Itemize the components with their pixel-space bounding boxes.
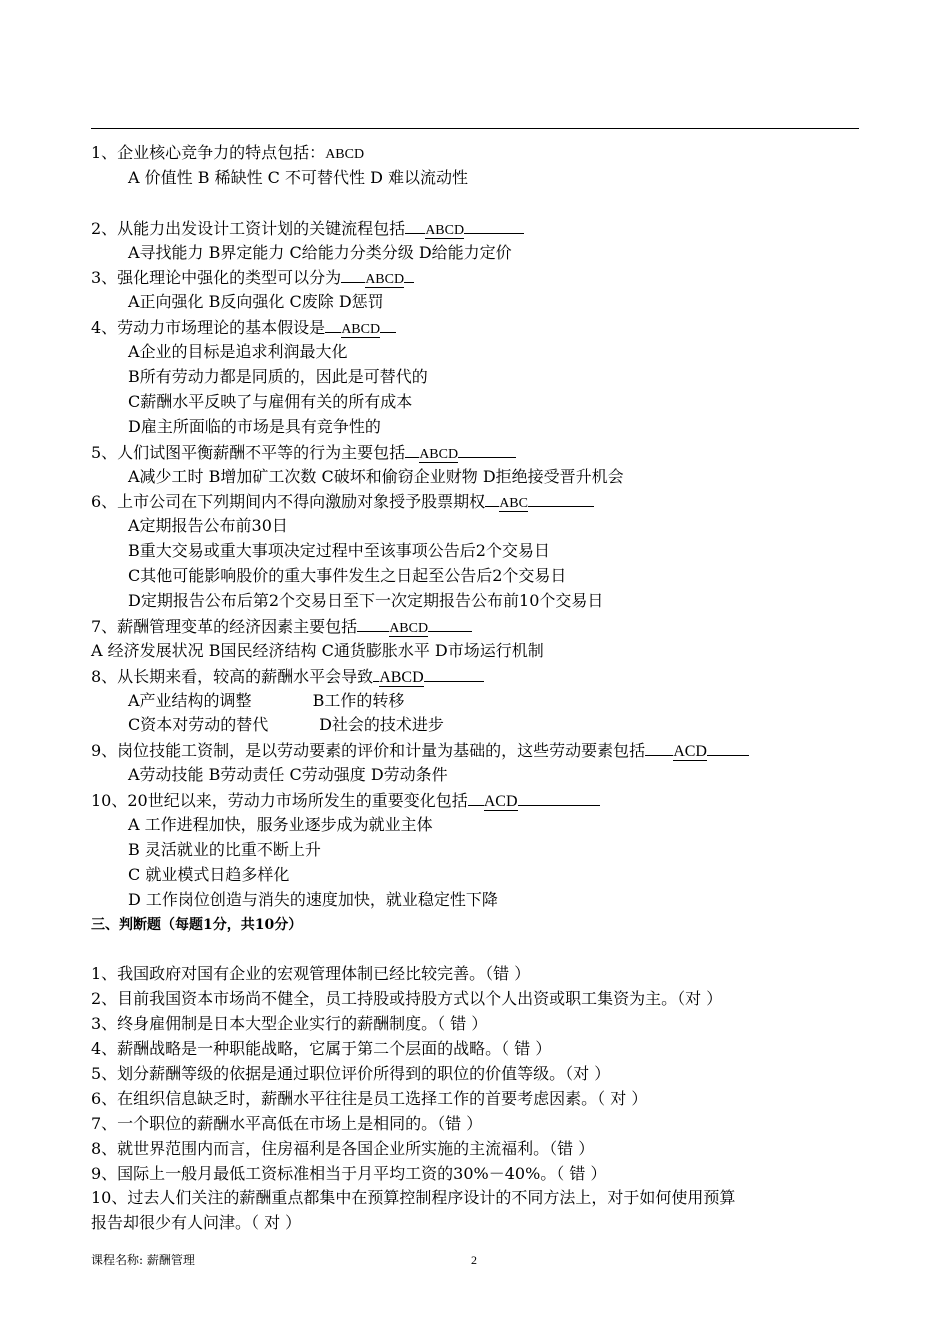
tf-10: 10、过去人们关注的薪酬重点都集中在预算控制程序设计的不同方法上，对于如何使用预算	[91, 1188, 736, 1208]
answer-4: ABCD	[341, 322, 381, 338]
tf-3: 3、终身雇佣制是日本大型企业实行的薪酬制度。（ 错 ）	[91, 1014, 488, 1034]
option-8ab: A产业结构的调整 B工作的转移	[128, 690, 405, 710]
question-5: 5、人们试图平衡薪酬不平等的行为主要包括 ABCD	[91, 440, 861, 465]
option-6b: B重大交易或重大事项决定过程中至该事项公告后2个交易日	[128, 541, 550, 561]
option-10d: D 工作岗位创造与消失的速度加快，就业稳定性下降	[128, 889, 498, 909]
option-4b: B所有劳动力都是同质的，因此是可替代的	[128, 367, 428, 387]
question-2: 2、从能力出发设计工资计划的关键流程包括 ABCD	[91, 216, 861, 241]
answer-2: ABCD	[425, 222, 465, 238]
section-title: 三、判断题（每题1分，共10分）	[91, 916, 303, 933]
question-6: 6、上市公司在下列期间内不得向激励对象授予股票期权 ABC	[91, 489, 861, 514]
answer-9: ACD	[673, 743, 707, 761]
option-6c: C其他可能影响股价的重大事件发生之日起至公告后2个交易日	[128, 566, 567, 586]
answer-7: ABCD	[389, 620, 429, 636]
course-name: 课程名称: 薪酬管理	[91, 1253, 195, 1267]
answer-1: ABCD	[325, 147, 365, 162]
question-7: 7、薪酬管理变革的经济因素主要包括 ABCD	[91, 614, 861, 639]
answer-5: ABCD	[419, 446, 459, 462]
spacer	[91, 191, 861, 216]
options-3: A正向强化 B反向强化 C废除 D惩罚	[128, 292, 384, 312]
option-4d: D雇主所面临的市场是具有竞争性的	[128, 416, 381, 436]
question-9: 9、岗位技能工资制，是以劳动要素的评价和计量为基础的，这些劳动要素包括 ACD	[91, 738, 861, 763]
tf-8: 8、就世界范围内而言，住房福利是各国企业所实施的主流福利。（错 ）	[91, 1138, 595, 1158]
options-1: A 价值性 B 稀缺性 C 不可替代性 D 难以流动性	[128, 167, 468, 187]
question-4: 4、劳动力市场理论的基本假设是 ABCD	[91, 315, 861, 340]
tf-1: 1、我国政府对国有企业的宏观管理体制已经比较完善。（错 ）	[91, 964, 531, 984]
option-4c: C薪酬水平反映了与雇佣有关的所有成本	[128, 391, 413, 411]
tf-5: 5、划分薪酬等级的依据是通过职位评价所得到的职位的价值等级。（对 ）	[91, 1063, 611, 1083]
question-1: 1、企业核心竞争力的特点包括：ABCD	[91, 143, 365, 162]
page-footer	[91, 1250, 861, 1270]
answer-8: ABCD	[379, 668, 424, 686]
tf-4: 4、薪酬战略是一种职能战略，它属于第二个层面的战略。（ 错 ）	[91, 1039, 552, 1059]
option-4a: A企业的目标是追求利润最大化	[128, 342, 348, 362]
spacer	[91, 938, 861, 963]
tf-6: 6、在组织信息缺乏时，薪酬水平往往是员工选择工作的首要考虑因素。（ 对 ）	[91, 1088, 648, 1108]
question-8: 8、从长期来看，较高的薪酬水平会导致 ABCD	[91, 664, 861, 689]
option-10a: A 工作进程加快，服务业逐步成为就业主体	[128, 815, 433, 835]
page-number: 2	[471, 1253, 477, 1267]
answer-3: ABCD	[365, 272, 405, 288]
tf-9: 9、国际上一般月最低工资标准相当于月平均工资的30%－40%。（ 错 ）	[91, 1163, 607, 1183]
options-9: A劳动技能 B劳动责任 C劳动强度 D劳动条件	[128, 765, 448, 785]
tf-10-cont: 报告却很少有人问津。（ 对 ）	[91, 1213, 302, 1233]
page-content	[91, 141, 861, 1236]
option-6d: D定期报告公布后第2个交易日至下一次定期报告公布前10个交易日	[128, 591, 604, 611]
options-2: A寻找能力 B界定能力 C给能力分类分级 D给能力定价	[128, 242, 512, 262]
tf-7: 7、一个职位的薪酬水平高低在市场上是相同的。（错 ）	[91, 1113, 483, 1133]
option-6a: A定期报告公布前30日	[128, 516, 288, 536]
options-7: A 经济发展状况 B国民经济结构 C通货膨胀水平 D市场运行机制	[91, 640, 544, 660]
option-10c: C 就业模式日趋多样化	[128, 864, 290, 884]
option-10b: B 灵活就业的比重不断上升	[128, 839, 321, 859]
answer-10: ACD	[483, 793, 518, 811]
answer-6: ABC	[499, 496, 528, 512]
question-3: 3、强化理论中强化的类型可以分为 ABCD	[91, 265, 861, 290]
tf-2: 2、目前我国资本市场尚不健全，员工持股或持股方式以个人出资或职工集资为主。（对 ）	[91, 989, 723, 1009]
options-5: A减少工时 B增加矿工次数 C破坏和偷窃企业财物 D拒绝接受晋升机会	[128, 466, 624, 486]
question-10: 10、20世纪以来，劳动力市场所发生的重要变化包括 ACD	[91, 788, 861, 813]
header-rule	[91, 128, 859, 129]
option-8cd: C资本对劳动的替代 D社会的技术进步	[128, 715, 444, 735]
